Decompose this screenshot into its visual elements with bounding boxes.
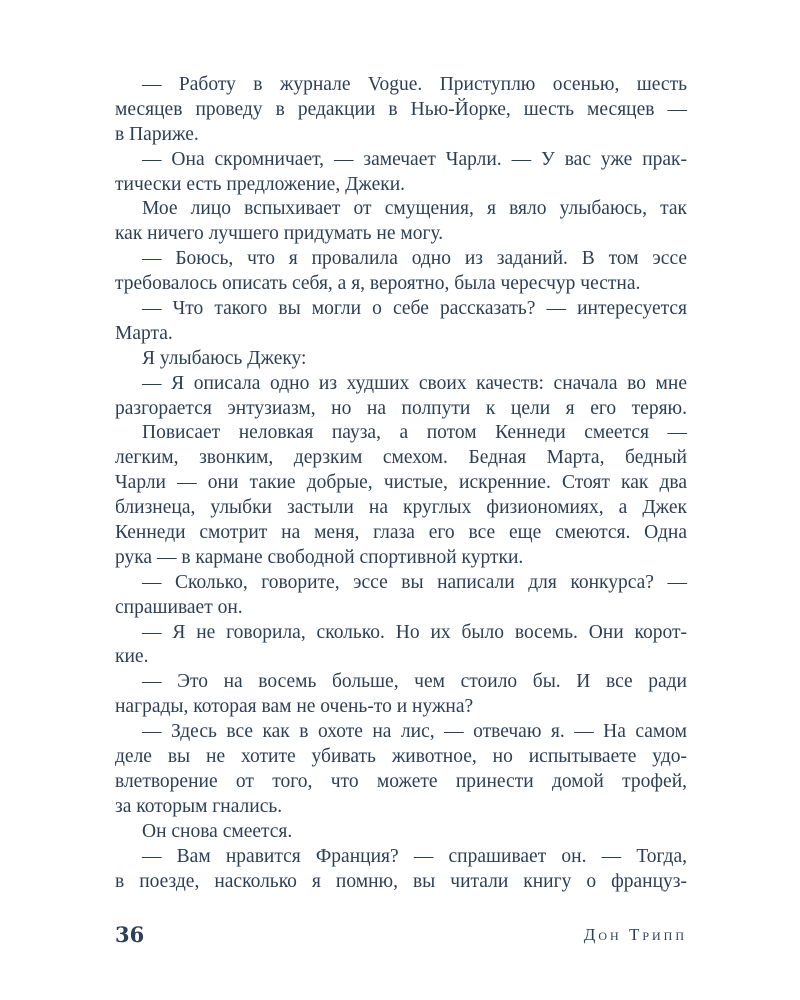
text-line: кие. [115, 646, 149, 668]
text-line: — Здесь все как в охоте на лис, — отвечаю я. — На самом [142, 721, 687, 743]
text-line: месяцев проведу в редакции в Нью-Йорке, шесть месяцев — [115, 98, 687, 120]
text-line: — Работу в журнале Vogue. Приступлю осенью, шесть [142, 74, 687, 95]
running-head-author: Дон Трипп [583, 925, 687, 944]
text-line: Марта. [115, 322, 173, 344]
book-page-text [115, 73, 687, 894]
text-line: легким, звонким, дерзким смехом. Бедная Марта, бедный [115, 447, 687, 469]
page-number: 36 [115, 922, 145, 947]
text-line: — Вам нравится Франция? — спрашивает он. — Тогда, [142, 845, 687, 867]
text-line: Он снова смеется. [142, 820, 293, 842]
text-line: спрашивает он. [115, 596, 243, 618]
text-line: Чарли — они такие добрые, чистые, искренние. Стоят как два [115, 472, 687, 494]
text-line: как ничего лучшего придумать не могу. [115, 223, 444, 245]
text-line: тически есть предложение, Джеки. [115, 173, 406, 195]
text-line: — Я не говорила, сколько. Но их было восемь. Они корот- [142, 621, 687, 643]
page-footer [115, 922, 687, 952]
text-line: за которым гнались. [115, 795, 283, 817]
text-line: — Она скромничает, — замечает Чарли. — У вас уже прак- [142, 148, 687, 170]
text-line: Я улыбаюсь Джеку: [142, 347, 307, 369]
text-line: требовалось описать себя, а я, вероятно, была чересчур честна. [115, 273, 641, 295]
text-line: деле вы не хотите убивать животное, но испытываете удо- [115, 746, 687, 768]
text-line: — Сколько, говорите, эссе вы написали для конкурса? — [142, 571, 687, 593]
text-line: рука — в кармане свободной спортивной куртки. [115, 546, 524, 568]
text-line: влетворение от того, что можете принести домой трофей, [115, 770, 687, 792]
text-line: награды, которая вам не очень-то и нужна? [115, 696, 474, 718]
text-line: Повисает неловкая пауза, а потом Кеннеди смеется — [142, 422, 687, 444]
text-line: Мое лицо вспыхивает от смущения, я вяло улыбаюсь, так [142, 198, 687, 220]
text-line: — Что такого вы могли о себе рассказать? — интересуется [142, 298, 687, 320]
text-line: — Это на восемь больше, чем стоило бы. И все ради [142, 671, 687, 693]
text-line: в поезде, насколько я помню, вы читали книгу о француз- [115, 870, 687, 892]
text-line: — Я описала одно из худших своих качеств: сначала во мне [142, 372, 687, 394]
text-line: близнеца, улыбки застыли на круглых физиономиях, а Джек [115, 497, 687, 519]
text-line: в Париже. [115, 123, 199, 145]
text-line: Кеннеди смотрит на меня, глаза его все еще смеются. Одна [115, 522, 687, 544]
text-line: разгорается энтузиазм, но на полпути к цели я его теряю. [115, 397, 687, 419]
text-line: — Боюсь, что я провалила одно из заданий. В том эссе [142, 248, 687, 270]
